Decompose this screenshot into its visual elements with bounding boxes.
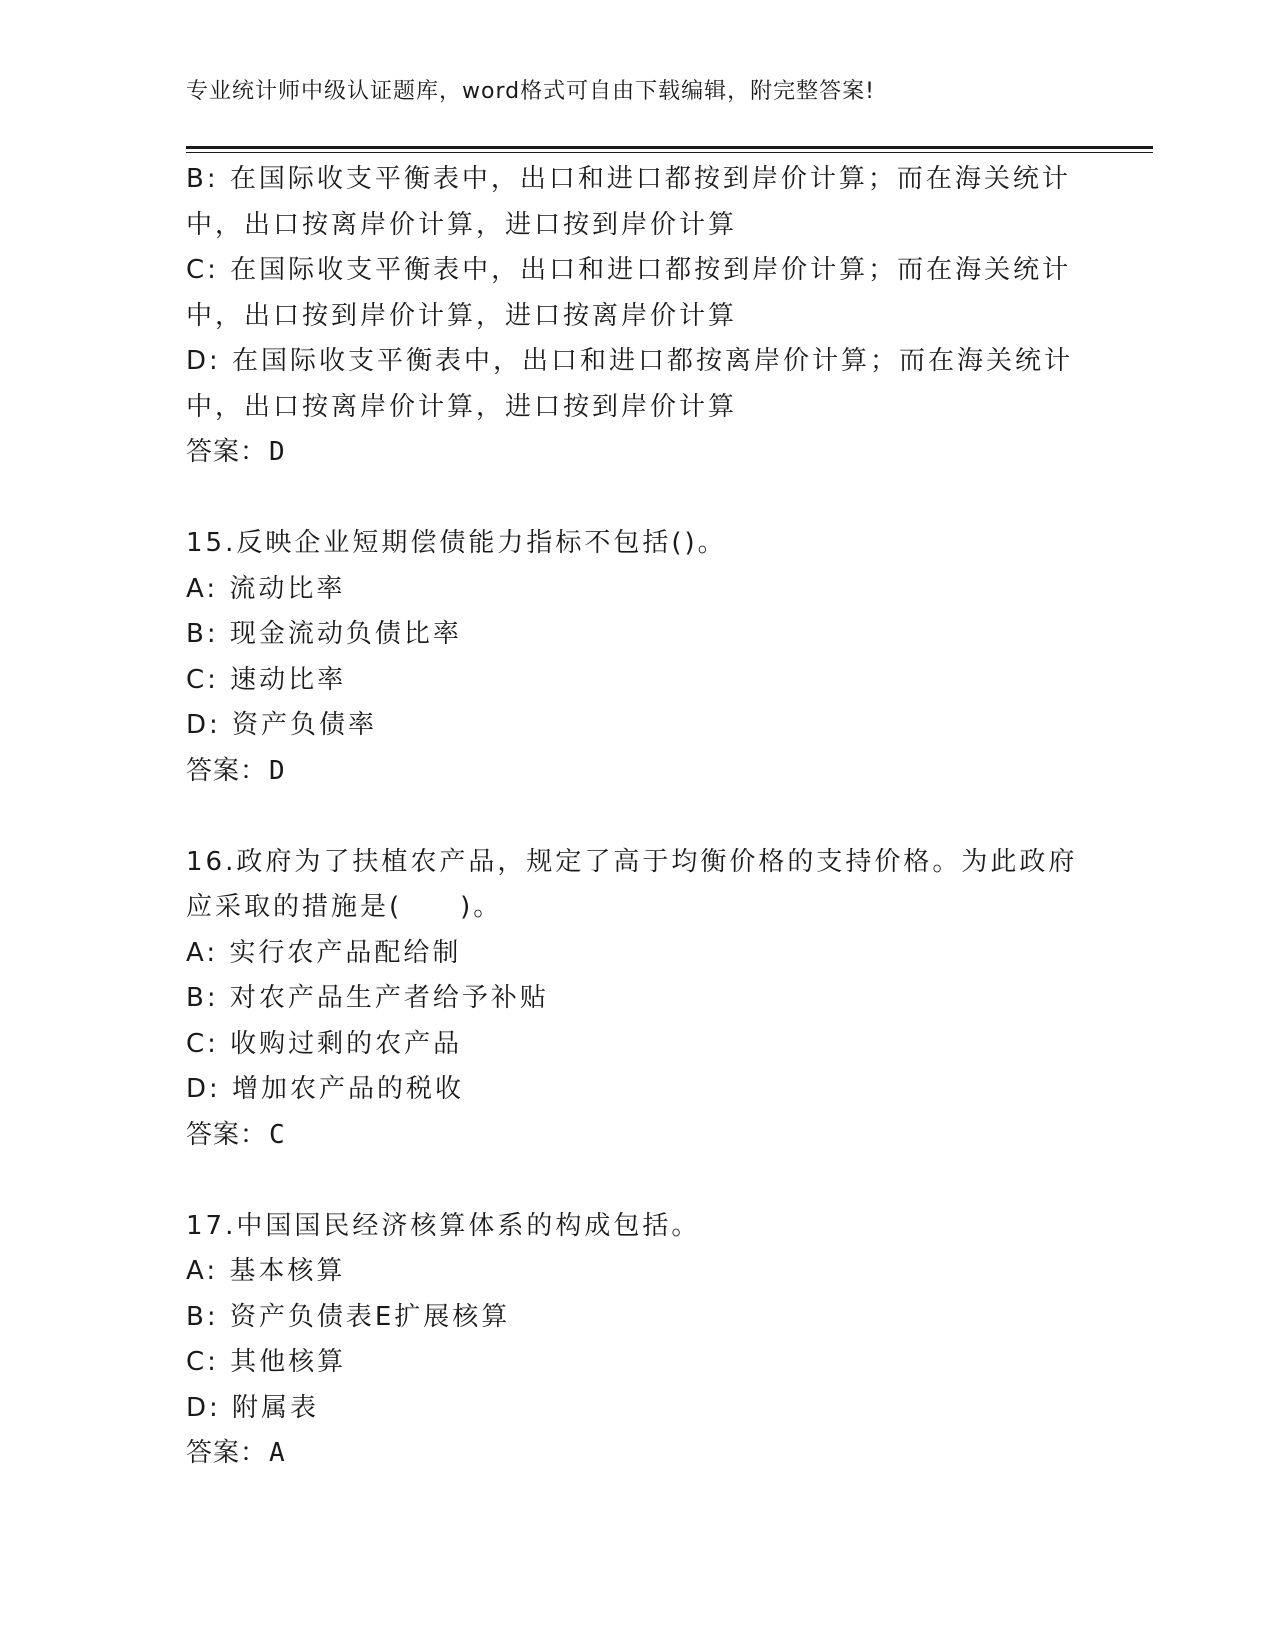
answer-value: A <box>269 1438 286 1468</box>
answer-line <box>186 430 1086 476</box>
option-d: D: 增加农产品的税收 <box>186 1074 465 1104</box>
page-header: 专业统计师中级认证题库，word格式可自由下载编辑，附完整答案! <box>186 79 875 104</box>
option-d: D: 资产负债率 <box>186 710 378 740</box>
question-16 <box>186 840 1086 1159</box>
spacer <box>186 794 1086 840</box>
question-15 <box>186 521 1086 794</box>
option-line: 中，出口按到岸价计算，进口按离岸价计算 <box>186 300 738 331</box>
option-line: D: 在国际收支平衡表中，出口和进口都按离岸价计算；而在海关统计 <box>186 346 1074 376</box>
answer-line <box>186 749 1086 795</box>
option-a: A: 基本核算 <box>186 1256 346 1286</box>
question-stem: 16.政府为了扶植农产品，规定了高于均衡价格的支持价格。为此政府 <box>186 846 1078 877</box>
answer-value: D <box>269 437 286 467</box>
option-c: C: 其他核算 <box>186 1347 347 1377</box>
option-line: B: 在国际收支平衡表中，出口和进口都按到岸价计算；而在海关统计 <box>186 164 1071 194</box>
spacer <box>186 476 1086 522</box>
answer-label: 答案： <box>186 755 268 786</box>
answer-value: C <box>269 1119 286 1150</box>
option-line: 中，出口按离岸价计算，进口按到岸价计算 <box>186 391 738 422</box>
question-17 <box>186 1204 1086 1477</box>
answer-label: 答案： <box>186 1438 268 1468</box>
answer-label: 答案： <box>186 437 268 467</box>
question-stem: 应采取的措施是( )。 <box>186 892 503 922</box>
option-c: C: 收购过剩的农产品 <box>186 1028 463 1059</box>
answer-line <box>186 1113 1086 1159</box>
answer-label: 答案： <box>186 1119 268 1150</box>
option-line: 中，出口按离岸价计算，进口按到岸价计算 <box>186 209 738 240</box>
option-b: B: 对农产品生产者给予补贴 <box>186 983 549 1013</box>
question-stem: 17.中国国民经济核算体系的构成包括。 <box>186 1210 701 1241</box>
question-content <box>186 157 1086 1477</box>
answer-value: D <box>269 755 286 786</box>
answer-line <box>186 1431 1086 1477</box>
option-b: B: 现金流动负债比率 <box>186 619 462 649</box>
option-line: C: 在国际收支平衡表中，出口和进口都按到岸价计算；而在海关统计 <box>186 255 1072 285</box>
option-d: D: 附属表 <box>186 1392 320 1423</box>
spacer <box>186 1158 1086 1204</box>
question-stem: 15.反映企业短期偿债能力指标不包括()。 <box>186 528 727 558</box>
option-a: A: 实行农产品配给制 <box>186 937 462 968</box>
header-rule-thick <box>186 146 1153 149</box>
option-b: B: 资产负债表E扩展核算 <box>186 1301 511 1332</box>
option-a: A: 流动比率 <box>186 573 346 604</box>
prev-question-block <box>186 157 1086 476</box>
option-c: C: 速动比率 <box>186 664 347 695</box>
header-rule-thin <box>186 152 1153 153</box>
